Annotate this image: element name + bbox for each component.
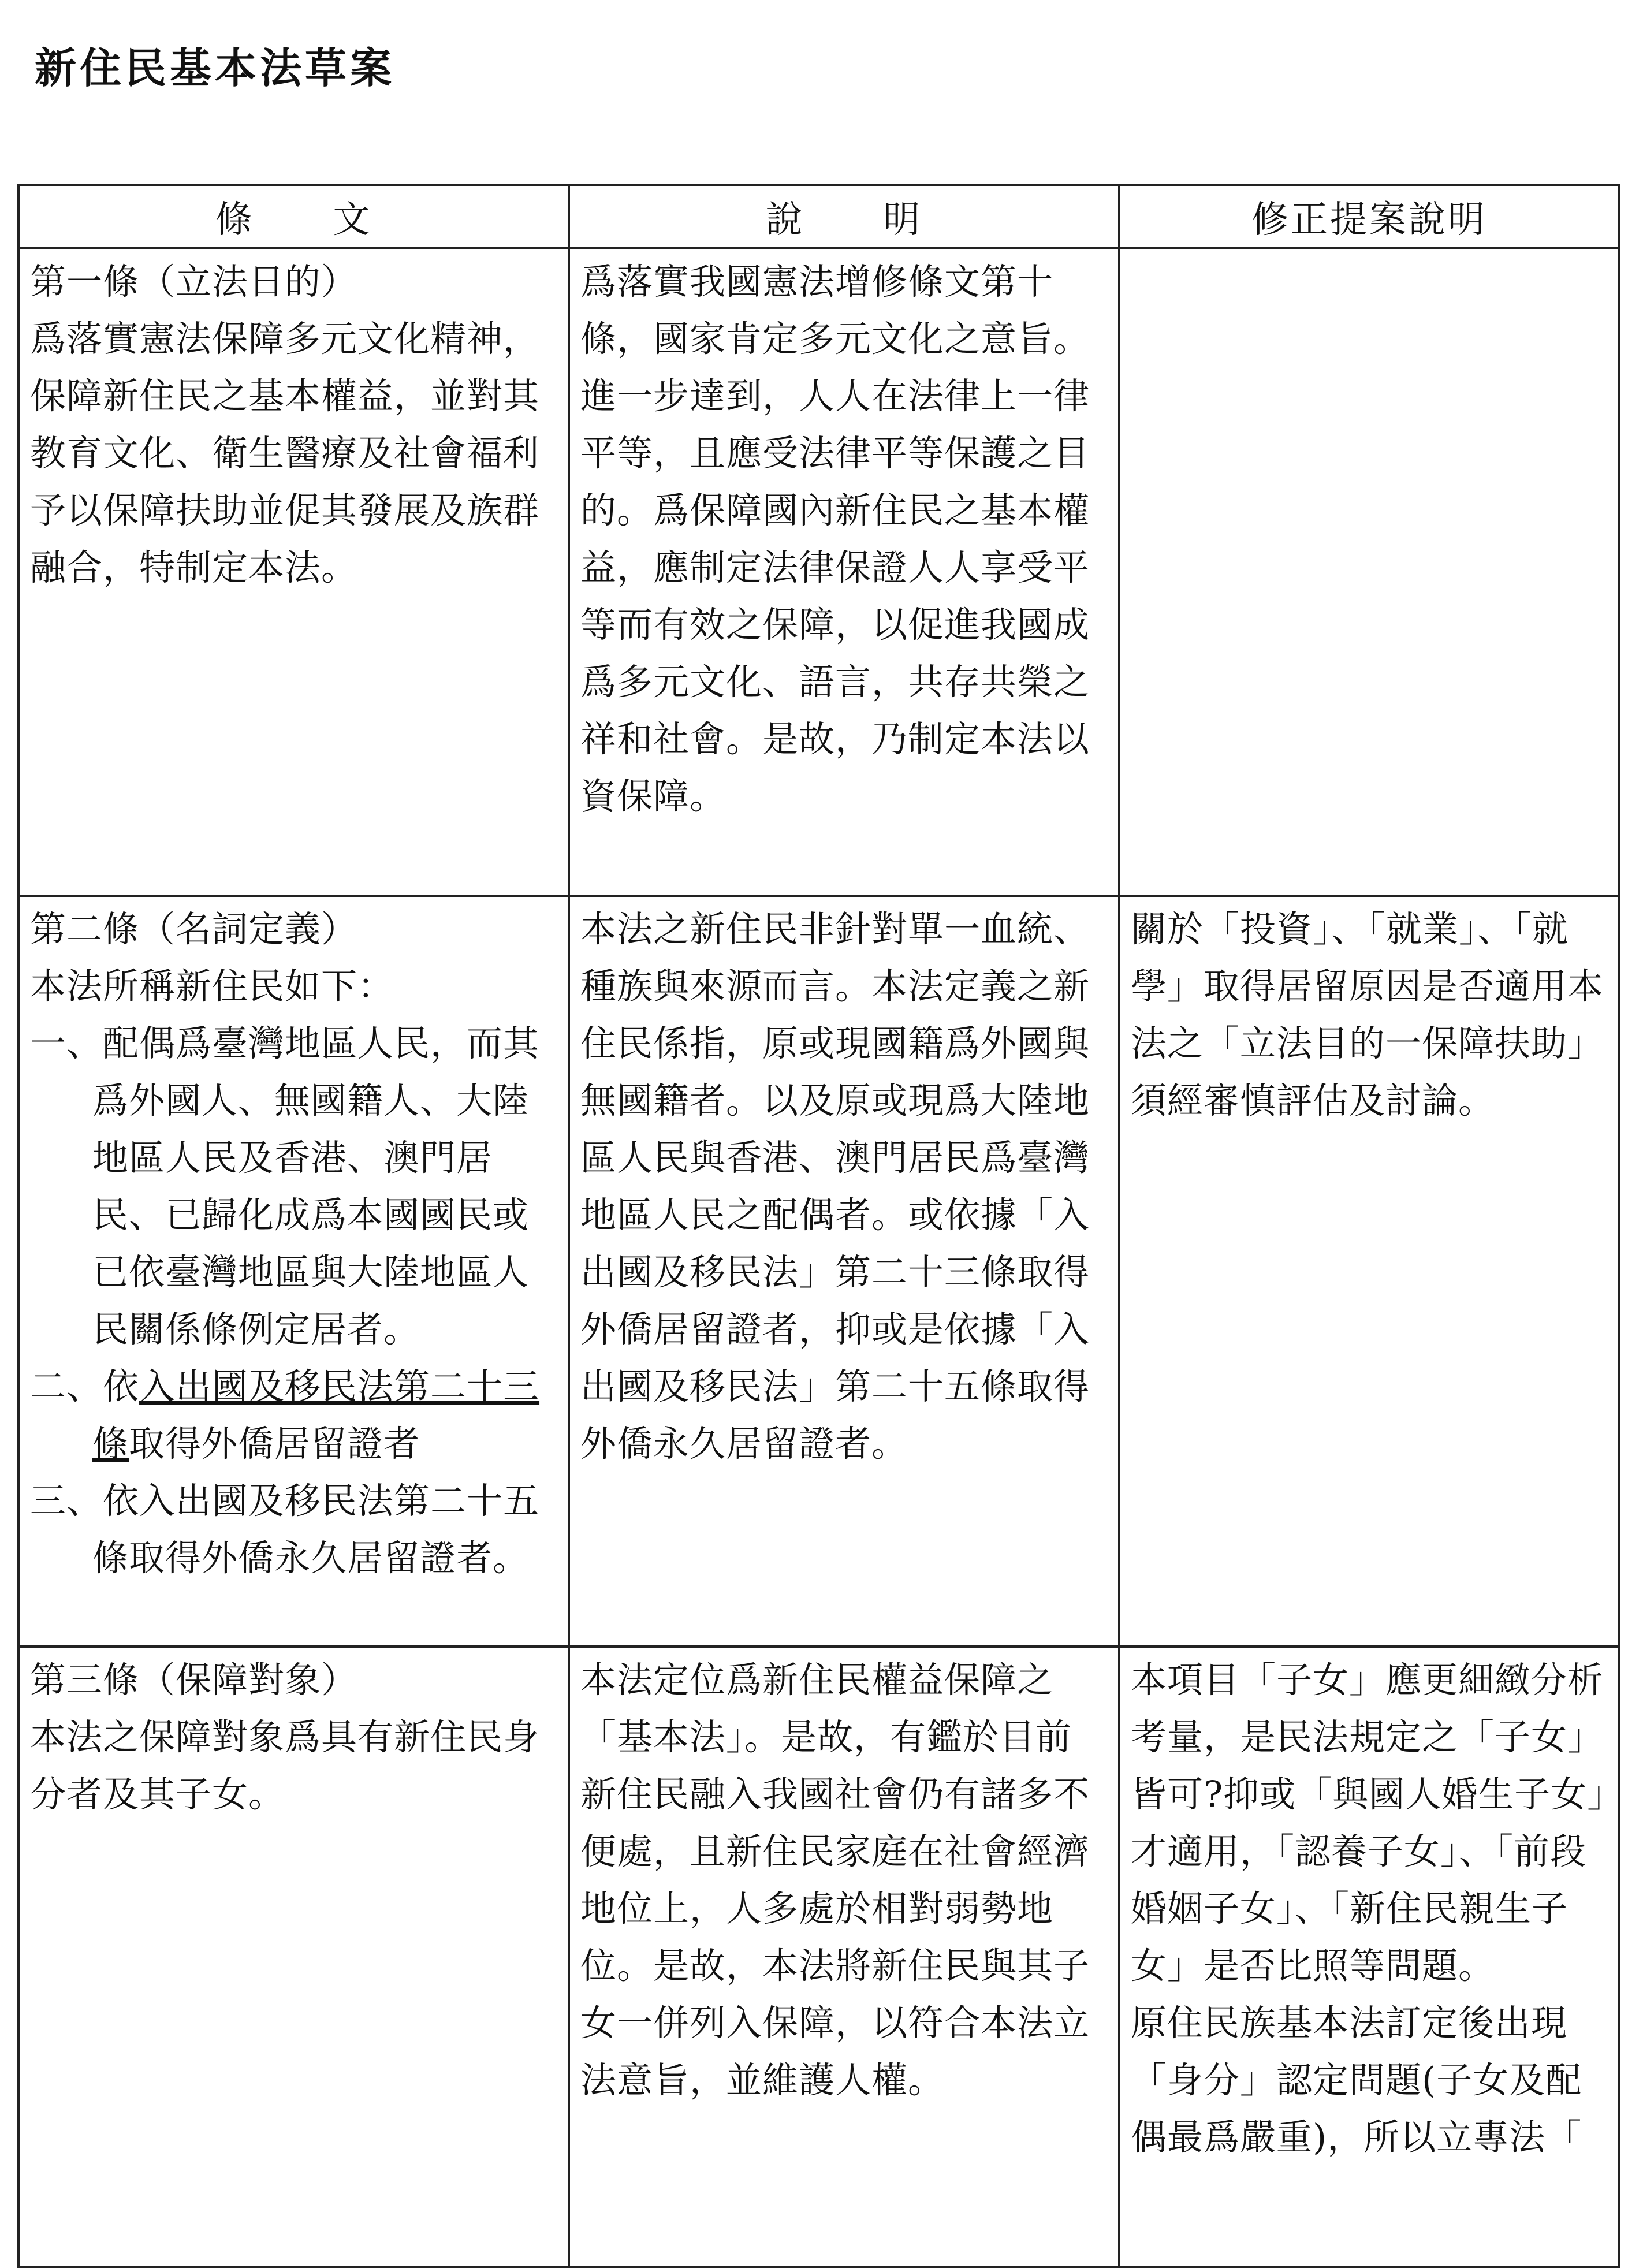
explanation-text: 本法之新住民非針對單一血統、種族與來源而言。本法定義之新住民係指，原或現國籍爲外國與無國籍者。以及原或現爲大陸地區人民與香港、澳門居民爲臺灣地區人民之配偶者。或依據「入出國及移民法」第二十三條取得外僑居留證者，抑或是依據「入出國及移民法」第二十五條取得外僑永久居留證者。 — [580, 908, 1090, 1465]
amendment-cell — [1119, 248, 1619, 896]
item-text: 配偶爲臺灣地區人民，而其爲外國人、無國籍人、大陸地區人民及香港、澳門居民、已歸化成爲本國國民或已依臺灣地區與大陸地區人民關係條例定居者。 — [92, 1022, 540, 1350]
definition-item — [30, 1358, 557, 1472]
article-heading: 第二條（名詞定義） — [30, 908, 358, 950]
definition-item — [30, 1015, 557, 1358]
document-title: 新住民基本法草案 — [35, 44, 396, 92]
article-intro: 本法所稱新住民如下： — [30, 965, 394, 1007]
explanation-cell — [569, 248, 1119, 896]
explanation-cell — [569, 896, 1119, 1647]
header-article: 條 文 — [18, 185, 569, 248]
article-cell — [18, 248, 569, 896]
table-header-row — [18, 185, 1619, 248]
law-comparison-table — [17, 184, 1620, 2268]
table-row — [18, 1647, 1619, 2267]
article-text: 爲落實憲法保障多元文化精神，保障新住民之基本權益，並對其教育文化、衛生醫療及社會福利予以保障扶助並促其發展及族群融合，特制定本法。 — [30, 318, 540, 589]
item-text-pre: 依 — [103, 1365, 140, 1407]
explanation-cell — [569, 1647, 1119, 2267]
item-number: 三、 — [30, 1480, 103, 1522]
amendment-text: 關於「投資」、「就業」、「就學」取得居留原因是否適用本法之「立法目的一保障扶助」須經審慎評估及討論。 — [1131, 908, 1604, 1122]
item-number: 一、 — [30, 1022, 103, 1064]
item-text: 依入出國及移民法第二十五條取得外僑永久居留證者。 — [92, 1480, 540, 1579]
article-cell — [18, 896, 569, 1647]
item-text: 取得外僑居留證者 — [129, 1422, 420, 1465]
table-row — [18, 248, 1619, 896]
article-cell — [18, 1647, 569, 2267]
amendment-cell — [1119, 1647, 1619, 2267]
article-heading: 第三條（保障對象） — [30, 1659, 358, 1701]
header-amendment: 修正提案說明 — [1119, 185, 1619, 248]
header-explanation: 說 明 — [569, 185, 1119, 248]
item-number: 二、 — [30, 1365, 103, 1407]
amendment-text: 本項目「子女」應更細緻分析考量，是民法規定之「子女」皆可?抑或「與國人婚生子女」才適用，「認養子女」、「前段婚姻子女」、「新住民親生子女」是否比照等問題。 — [1131, 1659, 1606, 1987]
article-text: 本法之保障對象爲具有新住民身分者及其子女。 — [30, 1716, 540, 1815]
explanation-text: 本法定位爲新住民權益保障之「基本法」。是故，有鑑於目前新住民融入我國社會仍有諸多不便處，且新住民家庭在社會經濟地位上，人多處於相對弱勢地位。是故，本法將新住民與其子女一併列入保障，以符合本法立法意旨，並維護人權。 — [580, 1659, 1090, 2101]
article-heading: 第一條（立法日的） — [30, 260, 358, 303]
amendment-cell — [1119, 896, 1619, 1647]
amendment-text-continued: 原住民族基本法訂定後出現「身分」認定問題(子女及配偶最爲嚴重)，所以立專法「 — [1131, 2002, 1582, 2158]
item-text-underlined: 入出國及移民法第二十三條 — [92, 1365, 540, 1465]
table-row — [18, 896, 1619, 1647]
definition-item — [30, 1472, 557, 1587]
explanation-text: 爲落實我國憲法增修條文第十條，國家肯定多元文化之意旨。進一步達到，人人在法律上一律平等，且應受法律平等保護之目的。爲保障國內新住民之基本權益，應制定法律保證人人享受平等而有效之保障，以促進我國成爲多元文化、語言，共存共榮之祥和社會。是故，乃制定本法以資保障。 — [580, 260, 1090, 817]
